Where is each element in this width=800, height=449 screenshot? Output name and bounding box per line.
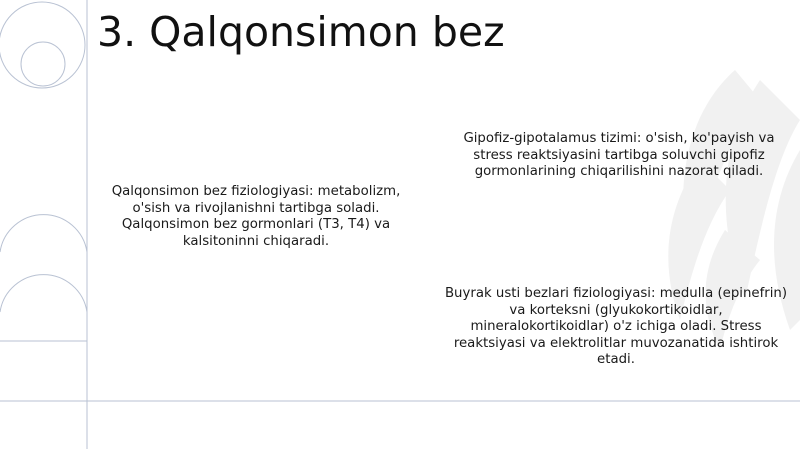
slide-title: 3. Qalqonsimon bez bbox=[97, 8, 505, 56]
lower-arch-outline bbox=[0, 275, 87, 312]
adrenal-text-block: Buyrak usti bezlari fiziologiyasi: medulla (epinefrin) va korteksni (glyukokortikoidlar, mineralokortikoidlar) o'z ichiga oladi. Stress reaktsiyasi va elektrolitlar muvozanatida ishtirok etadi. bbox=[444, 286, 788, 367]
upper-arch-outline bbox=[0, 215, 87, 252]
small-circle-outline bbox=[21, 42, 65, 86]
pituitary-text-block: Gipofiz-gipotalamus tizimi: o'sish, ko'payish va stress reaktsiyasini tartibga soluvchi gipofiz gormonlarining chiqarilishini nazorat qiladi. bbox=[463, 131, 775, 179]
large-circle-outline bbox=[0, 2, 85, 88]
thyroid-text-block: Qalqonsimon bez fiziologiyasi: metabolizm, o'sish va rivojlanishni tartibga soladi. Qalqonsimon bez gormonlari (T3, T4) va kalsitoninni chiqaradi. bbox=[111, 184, 401, 249]
